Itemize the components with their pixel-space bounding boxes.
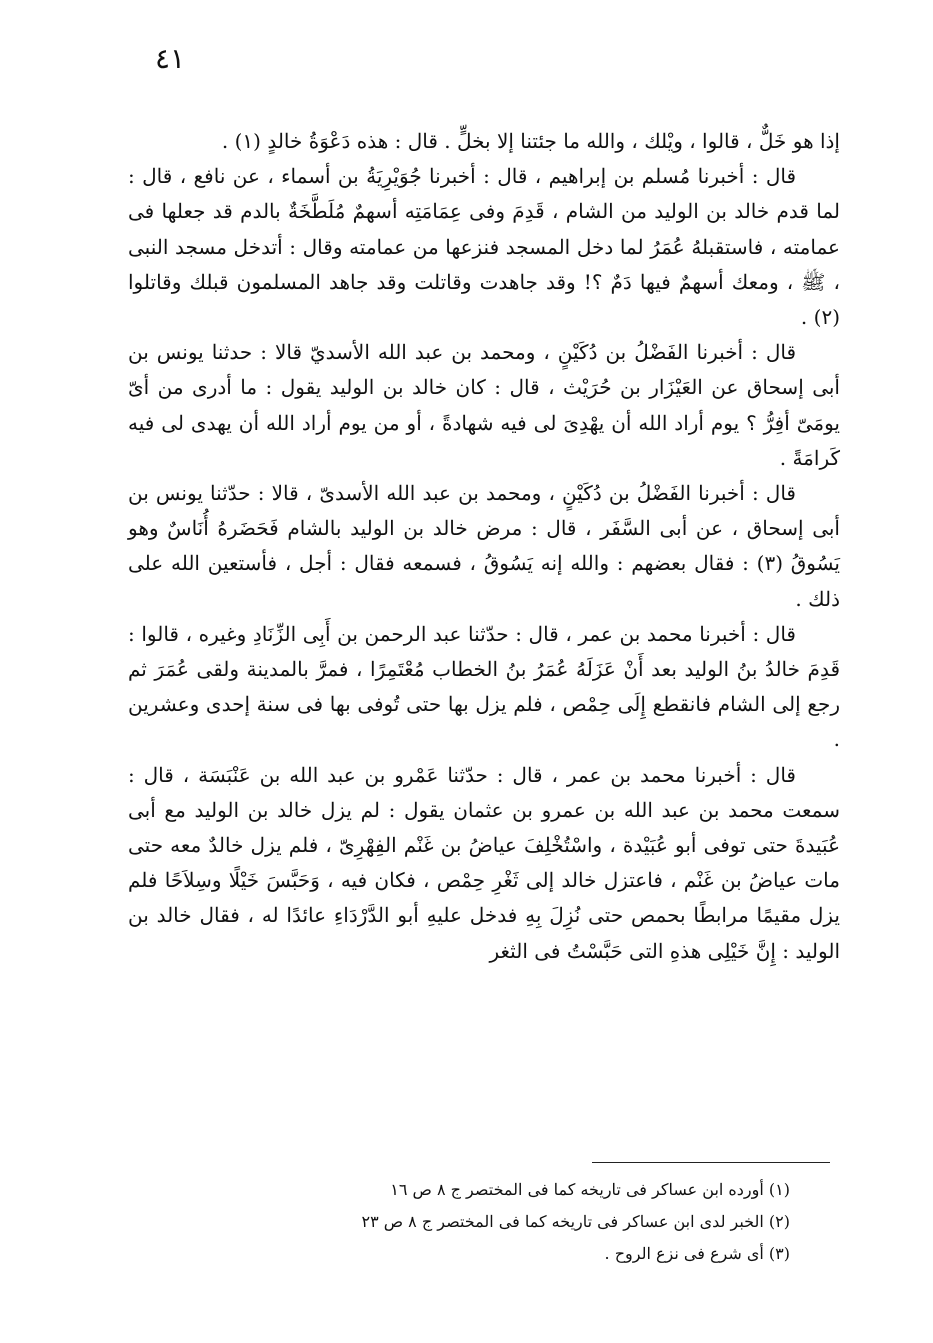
footnote-1: (١) أورده ابن عساكر فى تاريخه كما فى المختصر ج ٨ ص ١٦: [390, 1180, 790, 1199]
footnotes: [200, 1174, 790, 1270]
paragraph-2: قال : أخبرنا مُسلم بن إبراهيم ، قال : أخبرنا جُوَيْرِيَةُ بن أسماء ، عن نافع ، قال : لما قدم خالد بن الوليد من الشام ، قَدِمَ وفى عِمَامَتِه أسهمٌ مُلَطَّخَةٌ بالدم قد جعلها فى عمامته ، فاستقبلهُ عُمَرُ لما دخل المسجد فنزعها من عمامته وقال : أتدخل مسجد النبى ، ﷺ ، ومعك أسهمٌ فيها دَمٌ ؟! وقد جاهدت وقاتلت وقد جاهد المسلمون قبلك وقاتلوا (٢) .: [128, 164, 840, 330]
paragraph-4: قال : أخبرنا الفَضْلُ بن دُكَيْنٍ ، ومحمد بن عبد الله الأسدىّ ، قالا : حدّثنا يونس بن أبى إسحاق ، عن أبى السَّفَر ، قال : مرض خالد بن الوليد بالشام فَحَضَرهُ أُنَاسٌ وهو يَسُوقُ (٣) : فقال بعضهم : والله إنه يَسُوقُ ، فسمعه فقال : أجل ، فأستعين الله على ذلك .: [128, 481, 841, 611]
footnote-3: (٣) أى شرع فى نزع الروح .: [604, 1244, 790, 1263]
footnote-2: (٢) الخبر لدى ابن عساكر فى تاريخه كما فى المختصر ج ٨ ص ٢٣: [361, 1212, 790, 1231]
page-number: ٤١: [154, 42, 186, 75]
paragraph-5: قال : أخبرنا محمد بن عمر ، قال : حدّثنا عبد الرحمن بن أَبِى الزِّنَادِ وغيره ، قالوا : قَدِمَ خالدُ بنُ الوليد بعد أَنْ عَزَلَهُ عُمَرُ بنُ الخطاب مُعْتَمِرًا ، فمرَّ بالمدينة ولقى عُمَرَ ثم رجع إلى الشام فانقطع إِلَى حِمْص ، فلم يزل بها حتى تُوفى بها فى سنة إحدى وعشرين .: [128, 621, 840, 752]
paragraph-6: قال : أخبرنا محمد بن عمر ، قال : حدّثنا عَمْرو بن عبد الله بن عَنْبَسَة ، قال : سمعت محمد بن عبد الله بن عمرو بن عثمان يقول : لم يزل خالد بن الوليد مع أبى عُبَيدةَ حتى توفى أبو عُبَيْدة ، واسْتُخْلِفَ عياضُ بن غَنْم الفِهْرِىّ ، فلم يزل خالدٌ معه حتى مات عياضُ بن غَنْم ، فاعتزل خالد إلى ثَغْرِ حِمْص ، فكان فيه ، وَحَبَّسَ خَيْلًا وسِلاَحًا فلم يزل مقيمًا مرابطًا بحمص حتى نُزِلَ بِهِ فدخل عليهِ أبو الدَّرْدَاءِ عائدًا له ، فقال خالد بن الوليد : إِنَّ خَيْلِى هذهِ التى حَبَّسْتُ فى الثغر: [128, 762, 840, 963]
paragraph-1: إذا هو خَلٌّ ، قالوا ، ويْلك ، والله ما جئتنا إلا بخلٍّ . قال : هذه دَعْوَةُ خالدٍ (١) .: [221, 129, 840, 153]
paragraph-3: قال : أخبرنا الفَضْلُ بن دُكَيْنٍ ، ومحمد بن عبد الله الأسديّ قالا : حدثنا يونس بن أبى إسحاق عن العَيْزَار بن حُرَيْث ، قال : كان خالد بن الوليد يقول : ما أدرى من أىّ يومَىّ أفِرُّ ؟ يوم أراد الله أن يهْدِىَ لى فيه شهادةً ، أو من يوم أراد الله أن يهدى لى فيه كَرامَةً .: [128, 340, 840, 470]
footnote-divider: [592, 1162, 830, 1163]
body-text: [128, 124, 840, 969]
